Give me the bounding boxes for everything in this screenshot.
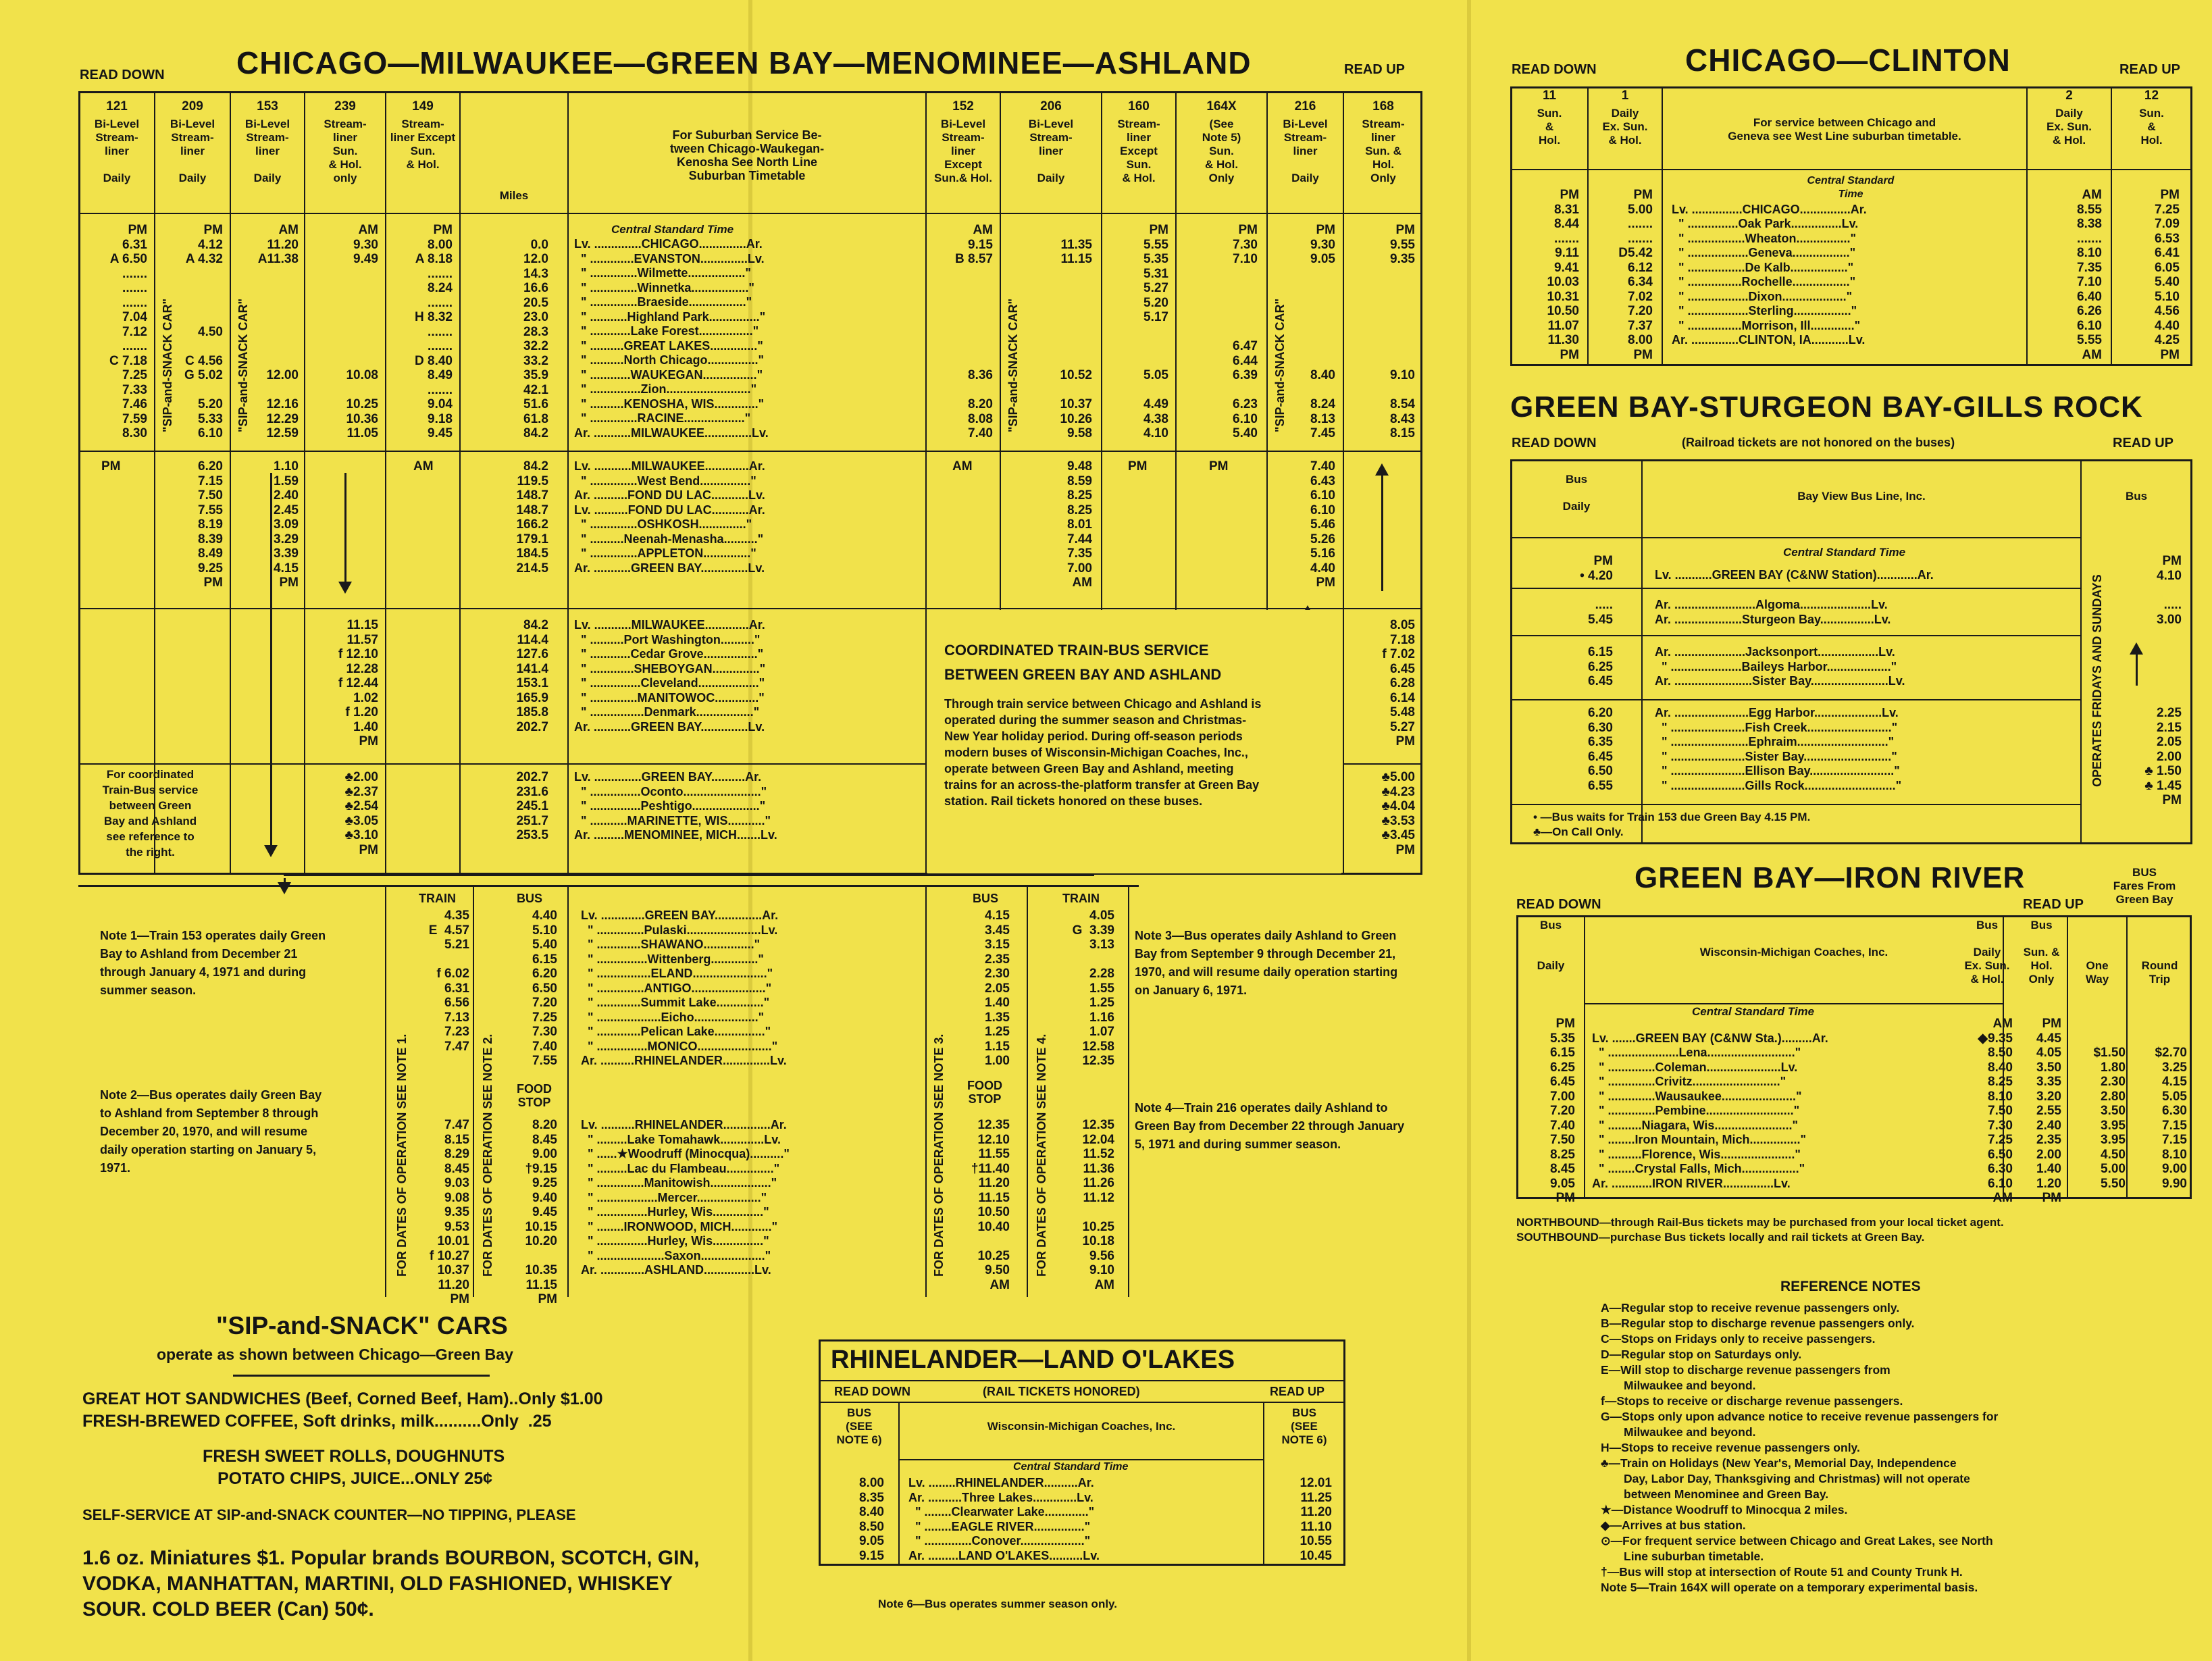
iron-up-2: PM 4.45 4.05 3.50 3.35 3.20 2.55 2.40 2.35 2.00 1.40 1.20 PM bbox=[2036, 1017, 2061, 1205]
gills-up-2: ..... 3.00 bbox=[2157, 598, 2182, 627]
rh-company: Wisconsin-Michigan Coaches, Inc. bbox=[987, 1420, 1176, 1433]
sec3-miles: 84.2 114.4 127.6 141.4 153.1 165.9 185.8 202.7 bbox=[516, 618, 548, 734]
iron-down: PM 5.35 6.15 6.25 6.45 7.00 7.20 7.40 7.50 8.25 8.45 9.05 PM bbox=[1550, 1017, 1575, 1205]
sec1-216: PM 9.30 9.05 8.40 8.24 8.13 7.45 bbox=[1310, 223, 1335, 440]
ref-notes bbox=[1601, 1300, 2182, 1595]
sec1-153: AM 11.20 A11.38 12.00 12.16 12.29 12.59 bbox=[257, 223, 299, 440]
ashland-train-down-b: 7.47 8.15 8.29 8.45 9.03 9.08 9.35 9.53 10.01 f 10.27 10.37 11.20 PM bbox=[429, 1118, 469, 1306]
sec2-152: AM bbox=[952, 459, 973, 474]
iron-north: NORTHBOUND—through Rail-Bus tickets may be purchased from your local ticket agent. bbox=[1516, 1216, 2004, 1229]
iron-south: SOUTHBOUND—purchase Bus tickets locally and rail tickets at Green Bay. bbox=[1516, 1231, 1925, 1244]
col-216: 216 Bi-Level Stream- liner Daily bbox=[1283, 99, 1328, 184]
gills-down-2: ..... 5.45 bbox=[1588, 598, 1613, 627]
rh-honored: (RAIL TICKETS HONORED) bbox=[983, 1385, 1140, 1398]
cl-12: PM 7.25 7.09 6.53 6.41 6.05 5.40 5.10 4.56 4.40 4.25 PM bbox=[2155, 188, 2180, 362]
cl-2: AM 8.55 8.38 ....... 8.10 7.35 7.10 6.40 6.26 6.10 5.55 AM bbox=[2077, 188, 2102, 362]
clinton-read-down: READ DOWN bbox=[1512, 62, 1597, 77]
sip-line-3: FRESH SWEET ROLLS, DOUGHNUTS bbox=[203, 1447, 505, 1466]
ashland-stations-b: Lv. ..........RHINELANDER..............Ar. " .........Lake Tomahawk.............Lv. " ......★Woodruff (Minocqua).........." " .........Lac du Flambeau.............." " ..............Manitowish.................." " ..................Mercer..................." " ...............Hurley, Wis..............." " ........IRONWOOD, MICH............" " ...............Hurley, Wis..............." " ....................Saxon..................." Ar. .............ASHLAND...............Lv. bbox=[581, 1118, 790, 1277]
sec1-160: PM 5.55 5.35 5.31 5.27 5.20 5.17 5.05 4.49 4.38 4.10 bbox=[1143, 223, 1168, 440]
ref-note: E—Will stop to discharge revenue passengers from Milwaukee and beyond. bbox=[1601, 1363, 1891, 1392]
sec2-153: 1.10 1.59 2.40 2.45 3.09 3.29 3.39 4.15 PM bbox=[274, 459, 299, 590]
iron-bus2-head: Bus Sun. & Hol. Only bbox=[2023, 919, 2060, 986]
sip-line-4: POTATO CHIPS, JUICE...ONLY 25¢ bbox=[217, 1469, 493, 1488]
main-title: CHICAGO—MILWAUKEE—GREEN BAY—MENOMINEE—ASHLAND bbox=[236, 45, 1252, 80]
sec2-miles: 84.2 119.5 148.7 148.7 166.2 179.1 184.5 214.5 bbox=[516, 459, 548, 576]
sec4-239: ♣2.00 ♣2.37 ♣2.54 ♣3.05 ♣3.10 PM bbox=[344, 770, 378, 857]
sec2-164x: PM bbox=[1209, 459, 1229, 474]
note-2: Note 2—Bus operates daily Green Bay to Ashland from September 8 through December 20, 1970, and will resume daily operation starting on January 5, 1971. bbox=[100, 1088, 322, 1175]
ref-note: C—Stops on Fridays only to receive passengers. bbox=[1601, 1332, 1876, 1346]
sec4-miles: 202.7 231.6 245.1 251.7 253.5 bbox=[516, 770, 548, 842]
gills-not-honored: (Railroad tickets are not honored on the buses) bbox=[1682, 436, 1955, 449]
sec1-149: PM 8.00 A 8.18 ....... 8.24 ....... H 8.32 ....... ....... D 8.40 8.49 ....... 9.04 9.18 9.45 bbox=[415, 223, 453, 440]
ref-note: Note 5—Train 164X will operate on a temporary experimental basis. bbox=[1601, 1581, 1978, 1594]
ashland-train-up-a: 4.05 G 3.39 3.13 2.28 1.55 1.25 1.16 1.07 12.58 12.35 bbox=[1072, 909, 1114, 1068]
col-160: 160 Stream- liner Except Sun. & Hol. bbox=[1117, 99, 1160, 184]
sec3-stations: Lv. ...........MILWAUKEE.............Ar. " ..........Port Washington.........." " ............Cedar Grove................" " .............SHEBOYGAN.............." " ...............Cleveland.................." " ..............MANITOWOC............." " ................Denmark................." Ar. ...........GREEN BAY..............Lv. bbox=[574, 618, 766, 734]
main-read-up: READ UP bbox=[1344, 62, 1406, 77]
rh-stations: Lv. ........RHINELANDER..........Ar. Ar. ..........Three Lakes.............Lv. " ........Clearwater Lake............." " ........EAGLE RIVER..............." " ..............Conover..................." Ar. .........LAND O'LAKES..........Lv. bbox=[908, 1476, 1100, 1562]
note-6: Note 6—Bus operates summer season only. bbox=[878, 1598, 1117, 1610]
gills-up-1: PM 4.10 bbox=[2157, 554, 2182, 583]
rh-down: 8.00 8.35 8.40 8.50 9.05 9.15 bbox=[859, 1476, 884, 1563]
gills-up-arrow bbox=[2136, 652, 2138, 686]
cl-1: PM 5.00 ....... ....... D5.42 6.12 6.34 7.02 7.20 7.37 8.00 PM bbox=[1618, 188, 1653, 362]
cl-col-note: For service between Chicago and Geneva see West Line suburban timetable. bbox=[1728, 116, 1961, 143]
ref-note: D—Regular stop on Saturdays only. bbox=[1601, 1348, 1802, 1361]
gills-title: GREEN BAY-STURGEON BAY-GILLS ROCK bbox=[1510, 390, 2143, 424]
cl-col-12: 12 Sun. & Hol. bbox=[2139, 88, 2164, 147]
see-note-3: FOR DATES OF OPERATION SEE NOTE 3. bbox=[932, 1033, 946, 1277]
gills-operates: OPERATES FRIDAYS AND SUNDAYS bbox=[2090, 574, 2104, 787]
rhinelander-title: RHINELANDER—LAND O'LAKES bbox=[831, 1346, 1235, 1374]
clinton-read-up: READ UP bbox=[2119, 62, 2181, 77]
ref-note: ◆—Arrives at bus station. bbox=[1601, 1518, 1746, 1532]
right-fold bbox=[1467, 0, 1471, 1661]
sec2-216: 7.40 6.43 6.10 6.10 5.46 5.26 5.16 4.40 PM bbox=[1310, 459, 1335, 590]
iron-bus-daily: Bus Daily bbox=[1537, 919, 1565, 972]
rh-cst: Central Standard Time bbox=[1013, 1461, 1129, 1473]
sec2-206: 9.48 8.59 8.25 8.25 8.01 7.44 7.35 7.00 AM bbox=[1067, 459, 1092, 590]
gills-read-up: READ UP bbox=[2113, 436, 2174, 451]
col-suburban-note: For Suburban Service Be- tween Chicago-Waukegan- Kenosha See North Line Suburban Timetable bbox=[669, 128, 825, 182]
col-121: 121 Bi-Level Stream- liner Daily bbox=[94, 99, 140, 184]
col-209: 209 Bi-Level Stream- liner Daily bbox=[170, 99, 215, 184]
iron-title: GREEN BAY—IRON RIVER bbox=[1635, 861, 2026, 894]
sec4-stations: Lv. ..............GREEN BAY..........Ar. " ...............Oconto......................." " ...............Peshtigo...................." " ...........MARINETTE, WIS..........." Ar. .........MENOMINEE, MICH.......Lv. bbox=[574, 770, 777, 842]
gills-company: Bay View Bus Line, Inc. bbox=[1797, 490, 1926, 503]
cl-col-1: 1 Daily Ex. Sun. & Hol. bbox=[1602, 88, 1648, 147]
cl-col-11: 11 Sun. & Hol. bbox=[1537, 88, 1562, 147]
ashland-train-down-head: TRAIN bbox=[419, 892, 456, 905]
sec1-239: AM 9.30 9.49 10.08 10.25 10.36 11.05 bbox=[346, 223, 378, 440]
cl-col-2: 2 Daily Ex. Sun. & Hol. bbox=[2046, 88, 2092, 147]
col-149: 149 Stream- liner Except Sun. & Hol. bbox=[390, 99, 456, 171]
iron-read-down: READ DOWN bbox=[1516, 897, 1601, 912]
down-arrow-153 bbox=[270, 473, 272, 854]
sip-line-5: SELF-SERVICE AT SIP-and-SNACK COUNTER—NO TIPPING, PLEASE bbox=[82, 1506, 576, 1523]
ashland-bus-up-b: 12.35 12.10 11.55 †11.40 11.20 11.15 10.50 10.40 10.25 9.50 AM bbox=[971, 1118, 1010, 1292]
ref-note: G—Stops only upon advance notice to receive revenue passengers for Milwaukee and beyond. bbox=[1601, 1410, 1999, 1439]
ref-note: H—Stops to receive revenue passengers only. bbox=[1601, 1441, 1860, 1454]
iron-stations: Lv. .......GREEN BAY (C&NW Sta.).........Ar. " .....................Lena.........................." " ..............Coleman......................Lv. " ..............Crivitz.........................." " ..............Wausaukee......................" " ..............Pembine.........................." " ..........Niagara, Wis......................." " ........Iron Mountain, Mich..............." " ..........Florence, Wis......................" " ........Crystal Falls, Mich................." Ar. ............IRON RIVER...............Lv. bbox=[1592, 1031, 1828, 1190]
gills-read-down: READ DOWN bbox=[1512, 436, 1597, 451]
food-stop-down: FOOD STOP bbox=[517, 1082, 552, 1109]
ashland-bus-down-b: 8.20 8.45 9.00 †9.15 9.25 9.40 9.45 10.15 10.20 10.35 11.15 PM bbox=[525, 1118, 557, 1306]
ref-note: B—Regular stop to discharge revenue passengers only. bbox=[1601, 1317, 1915, 1330]
main-cst: Central Standard Time bbox=[611, 223, 734, 236]
col-miles: Miles bbox=[499, 189, 529, 202]
rh-read-up: READ UP bbox=[1270, 1385, 1325, 1398]
sip-line-2: FRESH-BREWED COFFEE, Soft drinks, milk..........Only .25 bbox=[82, 1412, 552, 1431]
coordinated-body: Through train service between Chicago and Ashland is operated during the summer season and Christmas-New Year holiday period. During off-season periods modern buses of Wisconsin-Michigan Coaches, Inc., operate between Green Bay and Ashland, meeting trains for an across-the-platform transfer at Green Bay station. Rail tickets honored on these buses. bbox=[944, 697, 1262, 808]
gills-st-2: Ar. ........................Algoma.....................Lv. Ar. ....................Sturgeon Bay................Lv. bbox=[1655, 598, 1891, 626]
iron-oneway-head: One Way bbox=[2068, 959, 2126, 986]
sec2-stations: Lv. ...........MILWAUKEE.............Ar. " ..............West Bend..............." Ar. ..........FOND DU LAC...........Lv. Lv. ..........FOND DU LAC...........Ar. " ..............OSHKOSH.............." " ..........Neenah-Menasha.........." " ..............APPLETON.............." Ar. ...........GREEN BAY..............Lv. bbox=[574, 459, 765, 575]
col-153: 153 Bi-Level Stream- liner Daily bbox=[245, 99, 290, 184]
ashland-stations-a: Lv. .............GREEN BAY..............Ar. " ..............Pulaski......................Lv. " .............SHAWANO..............." " ...............Wittenberg.............." " ................ELAND......................" " ..............ANTIGO......................" " .............Summit Lake.............." " ...................Eicho..................." " .............Pelican Lake..............." " ...............MONICO......................" Ar. ..........RHINELANDER..............Lv. bbox=[581, 909, 787, 1067]
iron-read-up: READ UP bbox=[2023, 897, 2084, 912]
rh-bus-left: BUS (SEE NOTE 6) bbox=[836, 1406, 882, 1446]
rh-read-down: READ DOWN bbox=[834, 1385, 910, 1398]
sip-line-6: 1.6 oz. Miniatures $1. Popular brands BOURBON, SCOTCH, GIN, VODKA, MANHATTAN, MARTINI, OLD FASHIONED, WHISKEY SOUR. COLD BEER (Can) 50¢. bbox=[82, 1547, 700, 1620]
sec2-121: PM bbox=[101, 459, 121, 474]
gills-down-1: PM • 4.20 bbox=[1580, 554, 1613, 583]
iron-fares: BUS Fares From Green Bay bbox=[2113, 866, 2176, 906]
rh-bus-right: BUS (SEE NOTE 6) bbox=[1281, 1406, 1327, 1446]
sec4-168: ♣5.00 ♣4.23 ♣4.04 ♣3.53 ♣3.45 PM bbox=[1381, 770, 1415, 857]
ref-note: ⊙—For frequent service between Chicago and Great Lakes, see North Line suburban timetable. bbox=[1601, 1534, 1993, 1563]
gills-down-3: 6.15 6.25 6.45 bbox=[1588, 645, 1613, 688]
ref-note: f—Stops to receive or discharge revenue passengers. bbox=[1601, 1394, 1903, 1408]
ref-title: REFERENCE NOTES bbox=[1780, 1279, 1921, 1294]
sip-label-209: "SIP-and-SNACK CAR" bbox=[161, 298, 174, 432]
ashland-train-down-a: 4.35 E 4.57 5.21 f 6.02 6.31 6.56 7.13 7.23 7.47 bbox=[428, 909, 469, 1054]
sec3-239: 11.15 11.57 f 12.10 12.28 f 12.44 1.02 f 1.20 1.40 PM bbox=[338, 618, 378, 748]
cl-11: PM 8.31 8.44 ....... 9.11 9.41 10.03 10.31 10.50 11.07 11.30 PM bbox=[1547, 188, 1579, 362]
rh-up: 12.01 11.25 11.20 11.10 10.55 10.45 bbox=[1300, 1476, 1332, 1563]
see-note-4: FOR DATES OF OPERATION SEE NOTE 4. bbox=[1035, 1033, 1048, 1277]
col-239: 239 Stream- liner Sun. & Hol. only bbox=[324, 99, 367, 184]
gills-bus-head: Bus bbox=[2125, 490, 2148, 503]
gills-foot-2: ♣—On Call Only. bbox=[1533, 825, 1624, 838]
up-arrow-168 bbox=[1381, 473, 1383, 591]
cl-stations: Lv. ...............CHICAGO...............Ar. " ...............Oak Park...............Lv. " .................Wheaton................" " ..................Geneva................." " .................De Kalb................." " ................Rochelle................." " ..................Dixon..................." " ..................Sterling................." " ................Morrison, Ill............." Ar. ..............CLINTON, IA...........Lv. bbox=[1672, 202, 1867, 347]
ref-note: A—Regular stop to receive revenue passengers only. bbox=[1601, 1301, 1900, 1314]
col-168: 168 Stream- liner Sun. & Hol. Only bbox=[1362, 99, 1405, 184]
gills-st-1: Lv. ...........GREEN BAY (C&NW Station)............Ar. bbox=[1655, 568, 1934, 582]
sip-subtitle: operate as shown between Chicago—Green Bay bbox=[157, 1346, 513, 1363]
gills-bus-daily: Bus Daily bbox=[1562, 473, 1591, 513]
gills-up-4: 2.25 2.15 2.05 2.00 ♣ 1.50 ♣ 1.45 PM bbox=[2144, 706, 2182, 807]
gills-down-4: 6.20 6.30 6.35 6.45 6.50 6.55 bbox=[1588, 706, 1613, 793]
ashland-bus-up-a: 4.15 3.45 3.15 2.35 2.30 2.05 1.40 1.35 1.25 1.15 1.00 bbox=[985, 909, 1010, 1068]
sec2-239: AM bbox=[413, 459, 434, 474]
sec1-stations: Lv. ..............CHICAGO..............Ar. " .............EVANSTON..............Lv. " ..............Wilmette................." " ..............Winnetka................." " ..............Braeside................." " ...........Highland Park..............." " ............Lake Forest................" " ..........GREAT LAKES.............." " ..........North Chicago..............." " ............WAUKEGAN................" " ...............Zion........................." " ..........KENOSHA, WIS............." " ..............RACINE.................." Ar. ...........MILWAUKEE..............Lv. bbox=[574, 237, 769, 440]
sec3-168: 8.05 7.18 f 7.02 6.45 6.28 6.14 5.48 5.27 PM bbox=[1382, 618, 1415, 748]
iron-company: Wisconsin-Michigan Coaches, Inc. bbox=[1699, 946, 1888, 959]
iron-round: $2.70 3.25 4.15 5.05 6.30 7.15 7.15 8.10 9.00 9.90 bbox=[2155, 1046, 2187, 1191]
cl-cst: Central Standard Time bbox=[1807, 175, 1895, 200]
ref-note: ♣—Train on Holidays (New Year's, Memorial Day, Independence Day, Labor Day, Thanksgiving and Christmas) will not operate between Menominee and Green Bay. bbox=[1601, 1456, 1970, 1501]
iron-up-1: AM ◆9.35 8.50 8.40 8.25 8.10 7.50 7.30 7.25 6.50 6.30 6.10 AM bbox=[1978, 1017, 2013, 1205]
iron-cst: Central Standard Time bbox=[1692, 1005, 1815, 1018]
note-4: Note 4—Train 216 operates daily Ashland to Green Bay from December 22 through January 5, 1971 and during summer season. bbox=[1135, 1101, 1405, 1151]
sip-label-216: "SIP-and-SNACK CAR" bbox=[1273, 298, 1287, 432]
sip-label-206: "SIP-and-SNACK CAR" bbox=[1006, 298, 1020, 432]
sec2-209: 6.20 7.15 7.50 7.55 8.19 8.39 8.49 9.25 PM bbox=[198, 459, 223, 590]
note-1: Note 1—Train 153 operates daily Green Bay to Ashland from December 21 through January 4, 1971 and during summer season. bbox=[100, 929, 326, 997]
ashland-bus-up-head: BUS bbox=[973, 892, 999, 905]
note-3: Note 3—Bus operates daily Ashland to Green Bay from September 9 through December 21, 1970, and will resume daily operation starting on January 6, 1971. bbox=[1135, 929, 1398, 997]
gills-foot-1: • —Bus waits for Train 153 due Green Bay 4.15 PM. bbox=[1533, 811, 1811, 823]
iron-round-head: Round Trip bbox=[2141, 959, 2178, 986]
ref-note: †—Bus will stop at intersection of Route 51 and County Trunk H. bbox=[1601, 1565, 1963, 1579]
col-164x: 164X (See Note 5) Sun. & Hol. Only bbox=[1202, 99, 1241, 184]
see-note-2: FOR DATES OF OPERATION SEE NOTE 2. bbox=[481, 1033, 494, 1277]
see-note-1: FOR DATES OF OPERATION SEE NOTE 1. bbox=[395, 1033, 409, 1277]
ashland-bus-down-head: BUS bbox=[517, 892, 543, 905]
main-read-down: READ DOWN bbox=[80, 68, 165, 82]
sec1-168: PM 9.55 9.35 9.10 8.54 8.43 8.15 bbox=[1390, 223, 1415, 440]
ref-note: ★—Distance Woodruff to Minocqua 2 miles. bbox=[1601, 1503, 1848, 1516]
sip-label-153: "SIP-and-SNACK CAR" bbox=[236, 298, 250, 432]
iron-bus1-head: Bus Daily Ex. Sun. & Hol. bbox=[1964, 919, 2010, 986]
ashland-train-up-b: 12.35 12.04 11.52 11.36 11.26 11.12 10.25 10.18 9.56 9.10 AM bbox=[1082, 1118, 1114, 1292]
col-206: 206 Bi-Level Stream- liner Daily bbox=[1028, 99, 1074, 184]
sec1-164x: PM 7.30 7.10 6.47 6.44 6.39 6.23 6.10 5.40 bbox=[1233, 223, 1258, 440]
ashland-train-up-head: TRAIN bbox=[1062, 892, 1100, 905]
coordinated-title: COORDINATED TRAIN-BUS SERVICE BETWEEN GREEN BAY AND ASHLAND bbox=[944, 642, 1222, 683]
sec1-152: AM 9.15 B 8.57 8.36 8.20 8.08 7.40 bbox=[955, 223, 993, 440]
sec1-209: PM 4.12 A 4.32 4.50 C 4.56 G 5.02 5.20 5.33 6.10 bbox=[184, 223, 223, 440]
ashland-bus-down-a: 4.40 5.10 5.40 6.15 6.20 6.50 7.20 7.25 7.30 7.40 7.55 bbox=[532, 909, 557, 1068]
sec1-206: 11.35 11.15 10.52 10.37 10.26 9.58 bbox=[1060, 237, 1092, 440]
coordinated-left-note: For coordinated Train-Bus service between Green Bay and Ashland see reference to the right. bbox=[102, 768, 199, 859]
food-stop-up: FOOD STOP bbox=[967, 1079, 1002, 1106]
gills-st-4: Ar. ......................Egg Harbor....................Lv. " ......................Fish Creek........................." " .......................Ephraim..........................." " ......................Sister Bay.........................." " ......................Ellison Bay........................." " ......................Gills Rock..........................." bbox=[1655, 706, 1902, 792]
gills-cst: Central Standard Time bbox=[1783, 546, 1906, 559]
col-152: 152 Bi-Level Stream- liner Except Sun.& Hol. bbox=[934, 99, 992, 184]
clinton-title: CHICAGO—CLINTON bbox=[1685, 43, 2011, 78]
iron-one: $1.50 1.80 2.30 2.80 3.50 3.95 3.95 4.50 5.00 5.50 bbox=[2075, 1017, 2126, 1191]
sec2-160: PM bbox=[1128, 459, 1148, 474]
sec1-miles: 0.0 12.0 14.3 16.6 20.5 23.0 28.3 32.2 33.2 35.9 42.1 51.6 61.8 84.2 bbox=[523, 237, 548, 440]
sip-line-1: GREAT HOT SANDWICHES (Beef, Corned Beef, Ham)..Only $1.00 bbox=[82, 1389, 603, 1408]
sec1-121: PM 6.31 A 6.50 ....... ....... ....... 7.04 7.12 ....... C 7.18 7.25 7.33 7.46 7.59 8.30 bbox=[109, 223, 147, 440]
gills-st-3: Ar. .....................Jacksonport..................Lv. " .....................Baileys Harbor..................." Ar. .......................Sister Bay.......................Lv. bbox=[1655, 645, 1905, 688]
sip-title: "SIP-and-SNACK" CARS bbox=[216, 1312, 508, 1339]
down-arrow-239 bbox=[344, 473, 346, 591]
